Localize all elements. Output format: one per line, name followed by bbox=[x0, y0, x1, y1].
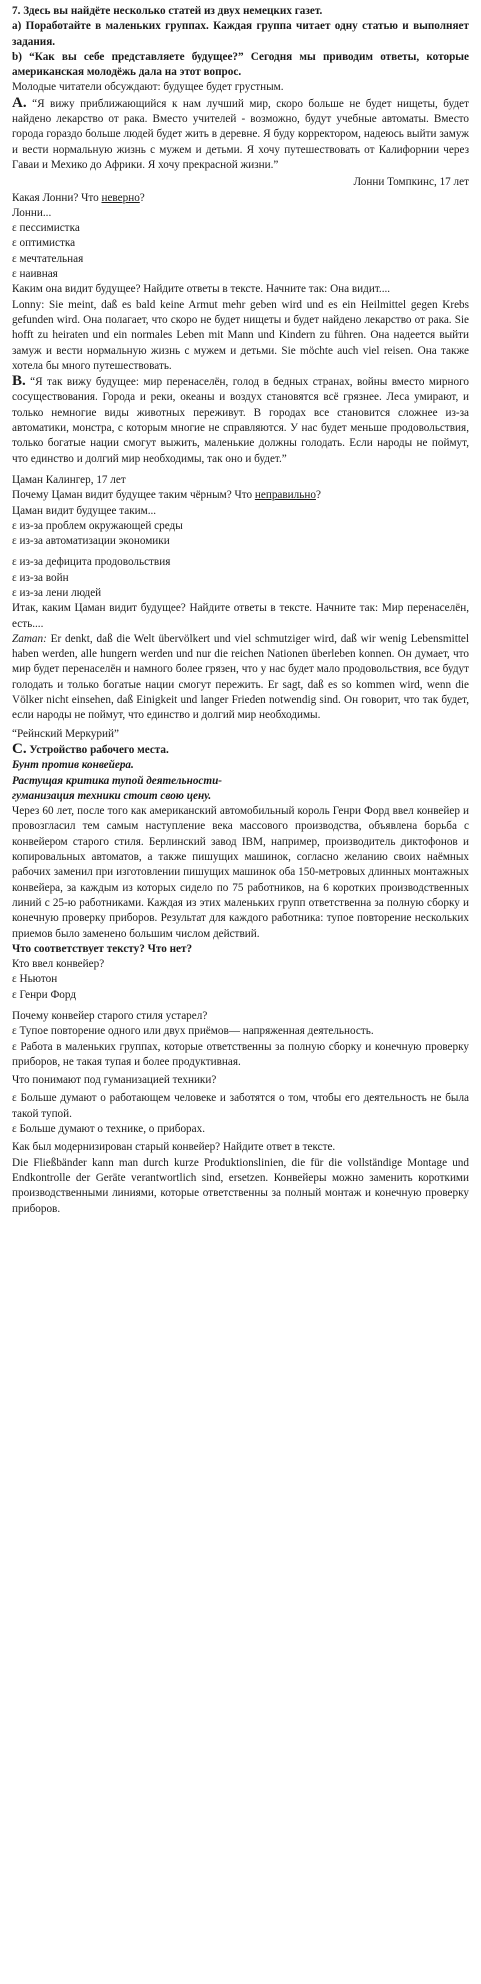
section-a-author: Лонни Томпкинс, 17 лет bbox=[353, 176, 469, 189]
section-b-quote-text: “Я так вижу будущее: мир перенаселён, голод в бедных странах, войны вместо мирного сосуществования. Города и реки, океаны и воздух становятся всё грязнее. Леса умирают, и только немногие виды животных переживут. В городах все становится сложнее из-за автоматики, монстра, с которым многие не справляются. У нас будет меньше продовольствия, только богатые нации смогут выжить, маленькие должны голодать. Если народы не поймут, что единство и долгий мир необходимы, так оно и будет.” bbox=[12, 376, 469, 465]
section-a-option[interactable]: ε пессимистка bbox=[12, 222, 80, 235]
section-c-subtitle-1: Бунт против конвейера. bbox=[12, 759, 134, 772]
section-a-question-underlined: неверно bbox=[101, 191, 140, 204]
section-c-letter: C. bbox=[12, 740, 27, 757]
section-a-answer: Lonny: Sie meint, daß es bald keine Armut mehr geben wird und es ein Heilmittel gegen Krebs gefunden wird. Она полагает, что скоро не будет нищеты и будет найдено лекарство от рака. Sie hofft zu heiraten und ein normales Leben mit Mann und Kindern zu führen. Она надеется выйти замуж и вести нормальную жизнь с мужем и детьми. Sie möchte auch viel reisen. Она также хотела бы много путешествовать. bbox=[12, 298, 469, 372]
section-c-question-3: Что понимают под гуманизацией техники? bbox=[12, 1074, 217, 1087]
section-c-q3-option[interactable]: ε Больше думают о работающем человеке и заботятся о том, чтобы его деятельность не была такой тупой. bbox=[12, 1092, 469, 1120]
section-b-quote bbox=[12, 374, 469, 467]
section-a-letter: A. bbox=[12, 94, 27, 111]
section-a-question-text: Какая Лонни? Что bbox=[12, 191, 102, 204]
section-b-author: Цаман Калингер, 17 лет bbox=[12, 473, 126, 486]
section-b-letter: B. bbox=[12, 373, 26, 390]
section-c-q2-option[interactable]: ε Тупое повторение одного или двух приёмов— напряженная деятельность. bbox=[12, 1025, 374, 1038]
section-b-source: “Рейнский Меркурий” bbox=[12, 727, 119, 740]
section-c-q1-option[interactable]: ε Генри Форд bbox=[12, 988, 77, 1001]
section-c-question-1: Кто ввел конвейер? bbox=[12, 958, 105, 971]
section-b-option[interactable]: ε из-за автоматизации экономики bbox=[12, 535, 170, 548]
section-a-option[interactable]: ε мечтательная bbox=[12, 252, 84, 265]
section-b-answer-label: Zaman: bbox=[12, 632, 47, 645]
section-a-option[interactable]: ε оптимистка bbox=[12, 237, 76, 250]
section-b-answer-text: Er denkt, daß die Welt übervölkert und viel schmutziger wird, daß wir wenig Lebensmittel haben werden, alle hungern werden und nur die reichen Nationen überleben konnen. Он думает, что мир будет перенаселён и намного более грязен, что у нас будет мало продовольствия, все будут голодать и только богатые нации смогут пережить. Er sagt, daß es so kommen wird, wenn die Völker nicht einsehen, daß Einigkeit und langer Frieden notwendig sind. Он говорит, что так будет, если народы не поймут, что единство и долгий мир необходимы. bbox=[12, 632, 469, 722]
section-a-question bbox=[12, 191, 469, 206]
task-b-subtitle: Молодые читатели обсуждают: будущее будет грустным. bbox=[12, 81, 284, 94]
section-b-question-mark: ? bbox=[315, 489, 321, 502]
section-c-heading-text: Устройство рабочего места. bbox=[26, 743, 169, 756]
section-c-question-2: Почему конвейер старого стиля устарел? bbox=[12, 1010, 208, 1022]
section-c-subtitle-3: гуманизация техники стоит свою цену. bbox=[12, 789, 212, 802]
section-b-question bbox=[12, 488, 469, 503]
section-c-true-false-question: Что соответствует тексту? Что нет? bbox=[12, 942, 193, 955]
task-header: 7. Здесь вы найдёте несколько статей из двух немецких газет. bbox=[12, 5, 323, 17]
task-a: a) Поработайте в маленьких группах. Каждая группа читает одну статью и выполняет задания. bbox=[12, 20, 469, 48]
task-b: b) “Как вы себе представляете будущее?” Сегодня мы приводим ответы, которые американская молодёжь дала на этот вопрос. bbox=[12, 50, 469, 79]
section-b-prompt: Цаман видит будущее таким... bbox=[12, 504, 157, 517]
section-b-answer bbox=[12, 632, 469, 724]
section-b-task: Итак, каким Цаман видит будущее? Найдите ответы в тексте. Начните так: Мир перенаселён, есть.... bbox=[12, 602, 469, 630]
section-c-answer: Die Fließbänder kann man durch kurze Produktionslinien, die für die vollständige Montage und Endkontrolle der Geräte verantwortlich sind, ersetzen. Конвейеры можно заменить короткими производственными линиями, которые ответственны за полный монтаж и конечную проверку приборов. bbox=[12, 1156, 469, 1215]
section-a-question-mark: ? bbox=[139, 191, 145, 204]
section-c-heading bbox=[12, 742, 469, 758]
section-a-option[interactable]: ε наивная bbox=[12, 268, 58, 281]
section-a-quote bbox=[12, 96, 469, 173]
section-c-q1-option[interactable]: ε Ньютон bbox=[12, 973, 58, 986]
section-b-option[interactable]: ε из-за лени людей bbox=[12, 586, 102, 599]
section-b-option[interactable]: ε из-за дефицита продовольствия bbox=[12, 556, 171, 569]
section-b-question-text: Почему Цаман видит будущее таким чёрным? Что bbox=[12, 489, 255, 502]
section-b-option[interactable]: ε из-за войн bbox=[12, 571, 69, 584]
section-c-subtitle-2: Растущая критика тупой деятельности- bbox=[12, 774, 223, 787]
section-a-prompt: Лонни... bbox=[12, 206, 52, 219]
section-b-option[interactable]: ε из-за проблем окружающей среды bbox=[12, 519, 183, 532]
section-a-task: Каким она видит будущее? Найдите ответы в тексте. Начните так: Она видит.... bbox=[12, 283, 391, 296]
section-c-task: Как был модернизирован старый конвейер? Найдите ответ в тексте. bbox=[12, 1141, 336, 1154]
section-c-q2-option[interactable]: ε Работа в маленьких группах, которые ответственны за полную сборку и конечную проверку приборов, не такая тупая и более продуктивная. bbox=[12, 1040, 469, 1068]
section-c-q3-option[interactable]: ε Больше думают о технике, о приборах. bbox=[12, 1123, 206, 1136]
section-b-question-underlined: неправильно bbox=[254, 489, 316, 502]
section-c-body: Через 60 лет, после того как американский автомобильный король Генри Форд ввел конвейер и провозгласил тем самым наступление века массового производства, объявлена борьба с конвейером старого стиля. Берлинский завод IBM, например, производитель диктофонов и копировальных автоматов, а также пишущих машинок, согласно желанию своих наёмных рабочих заменил при изготовлении пишущих машинок оба 150-метровых длинных монтажных конвейера, за каждым из которых сидело по 75 работников, на 6 коротких производственных линий с 25-ю работниками. Каждая из этих маленьких групп ответственна за полную сборку и конечную проверку приборов. Результат для каждого работника: тупое повторение нескольких приемов было заменено большим числом действий. bbox=[12, 805, 469, 940]
section-a-quote-text: “Я вижу приближающийся к нам лучший мир, скоро больше не будет нищеты, будет найдено лекарство от рака. Вместо учителей - возможно, будут учебные автоматы. Вместо города гораздо больше людей будет жить в деревне. Я буду корректором, надеюсь выйти замуж и вести нормальную жизнь с мужем и детьми. Я хочу путешествовать от Калифорнии через Гаваи и Мехико до Африки. Я хочу прекрасной жизни.” bbox=[12, 97, 469, 171]
